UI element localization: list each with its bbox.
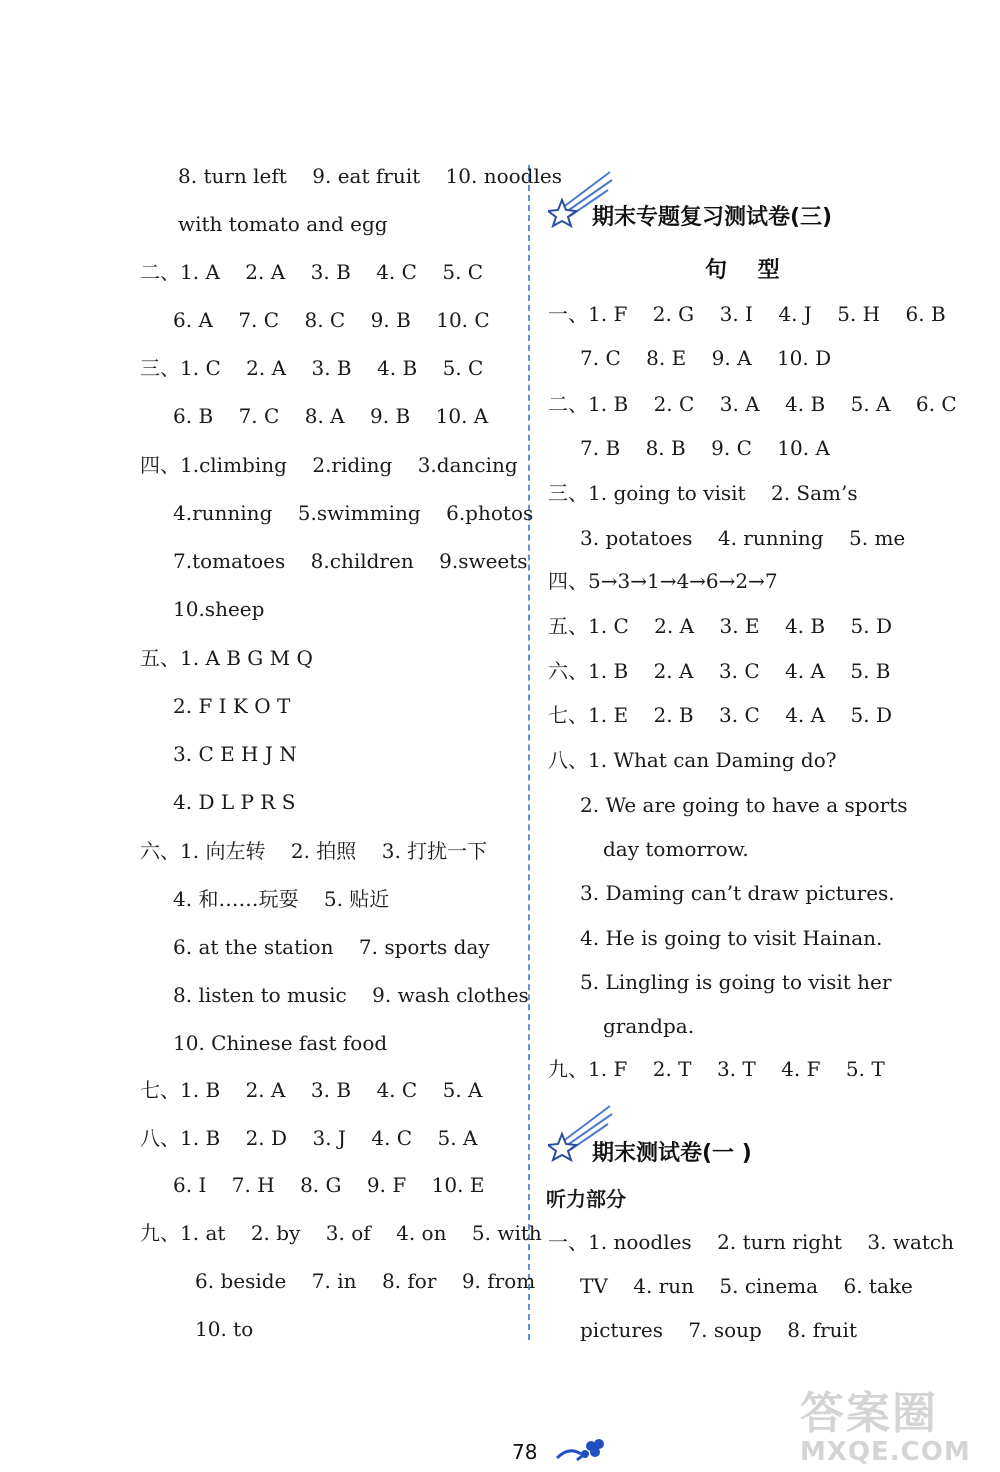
right-answer-line: 3. potatoes 4. running 5. me bbox=[580, 526, 906, 550]
right-answer-line: grandpa. bbox=[603, 1014, 695, 1038]
left-answer-line: 六、1. 向左转 2. 拍照 3. 打扰一下 bbox=[140, 839, 488, 863]
left-answer-line: 五、1. A B G M Q bbox=[140, 646, 313, 670]
left-answer-line: 4.running 5.swimming 6.photos bbox=[173, 501, 534, 525]
left-answer-line: 4. 和……玩耍 5. 贴近 bbox=[173, 887, 390, 911]
left-answer-line: 3. C E H J N bbox=[173, 742, 297, 766]
right-answer-line: 7. B 8. B 9. C 10. A bbox=[580, 436, 830, 460]
left-answer-line: 8. listen to music 9. wash clothes bbox=[173, 983, 529, 1007]
left-answer-line: 四、1.climbing 2.riding 3.dancing bbox=[140, 453, 518, 477]
right-answer-line: 六、1. B 2. A 3. C 4. A 5. B bbox=[548, 659, 891, 683]
right-answer-line: TV 4. run 5. cinema 6. take bbox=[580, 1274, 913, 1298]
right-answer-line: 九、1. F 2. T 3. T 4. F 5. T bbox=[548, 1057, 885, 1081]
left-answer-line: 6. A 7. C 8. C 9. B 10. C bbox=[173, 308, 490, 332]
watermark: 答案圈 MXQE.COM bbox=[800, 1388, 971, 1467]
flower-icon bbox=[555, 1436, 607, 1464]
right-answer-line: 四、5→3→1→4→6→2→7 bbox=[548, 569, 778, 593]
left-answer-line: 7.tomatoes 8.children 9.sweets bbox=[173, 549, 528, 573]
right-answer-line: pictures 7. soup 8. fruit bbox=[580, 1318, 857, 1342]
left-answer-line: 二、1. A 2. A 3. B 4. C 5. C bbox=[140, 260, 484, 284]
right-answer-line: 五、1. C 2. A 3. E 4. B 5. D bbox=[548, 614, 892, 638]
left-answer-line: 6. I 7. H 8. G 9. F 10. E bbox=[173, 1173, 485, 1197]
right-answer-line: day tomorrow. bbox=[603, 837, 749, 861]
right-answer-line: 4. He is going to visit Hainan. bbox=[580, 926, 883, 950]
right-answer-line: 三、1. going to visit 2. Sam’s bbox=[548, 481, 858, 505]
left-answer-line: 6. at the station 7. sports day bbox=[173, 935, 490, 959]
right-answer-line: 2. We are going to have a sports bbox=[580, 793, 908, 817]
left-answer-line: 七、1. B 2. A 3. B 4. C 5. A bbox=[140, 1078, 483, 1102]
left-answer-line: 6. beside 7. in 8. for 9. from bbox=[195, 1269, 536, 1293]
column-divider bbox=[528, 165, 530, 1340]
listening-section-label: 听力部分 bbox=[546, 1187, 626, 1211]
left-answer-line: 10.sheep bbox=[173, 597, 265, 621]
left-answer-line: with tomato and egg bbox=[178, 212, 388, 236]
left-answer-line: 6. B 7. C 8. A 9. B 10. A bbox=[173, 404, 489, 428]
left-answer-line: 三、1. C 2. A 3. B 4. B 5. C bbox=[140, 356, 484, 380]
left-answer-line: 8. turn left 9. eat fruit 10. noodles bbox=[178, 164, 562, 188]
right-answer-line: 一、1. F 2. G 3. I 4. J 5. H 6. B bbox=[548, 302, 946, 326]
heading-sentence-pattern: 句 型 bbox=[705, 258, 780, 283]
right-answer-line: 一、1. noodles 2. turn right 3. watch bbox=[548, 1230, 954, 1254]
right-answer-line: 3. Daming can’t draw pictures. bbox=[580, 881, 895, 905]
left-answer-line: 10. to bbox=[195, 1317, 254, 1341]
heading-test-three: 期末专题复习测试卷(三) bbox=[592, 205, 833, 230]
left-answer-line: 4. D L P R S bbox=[173, 790, 296, 814]
left-answer-line: 10. Chinese fast food bbox=[173, 1031, 388, 1055]
right-answer-line: 七、1. E 2. B 3. C 4. A 5. D bbox=[548, 703, 892, 727]
left-answer-line: 2. F I K O T bbox=[173, 694, 291, 718]
page-number: 78 bbox=[512, 1440, 538, 1464]
heading-final-test-one: 期末测试卷(一 ) bbox=[592, 1141, 752, 1166]
right-answer-line: 二、1. B 2. C 3. A 4. B 5. A 6. C bbox=[548, 392, 957, 416]
left-answer-line: 八、1. B 2. D 3. J 4. C 5. A bbox=[140, 1126, 478, 1150]
right-answer-line: 八、1. What can Daming do? bbox=[548, 748, 837, 772]
left-answer-line: 九、1. at 2. by 3. of 4. on 5. with bbox=[140, 1221, 542, 1245]
right-answer-line: 5. Lingling is going to visit her bbox=[580, 970, 892, 994]
right-answer-line: 7. C 8. E 9. A 10. D bbox=[580, 346, 832, 370]
